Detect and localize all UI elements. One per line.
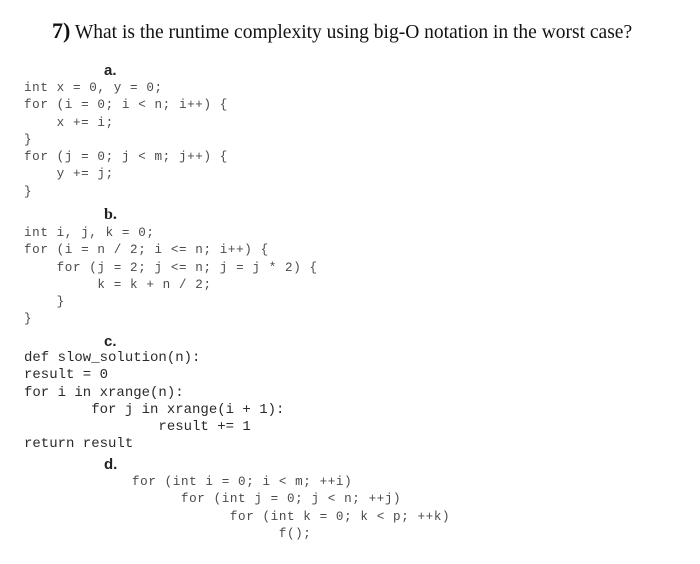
part-d-label: d.	[104, 456, 118, 473]
part-b-label: b.	[104, 206, 117, 223]
code-line: k = k + n / 2;	[24, 277, 212, 292]
code-line: }	[24, 312, 33, 327]
code-line: int i, j, k = 0;	[24, 226, 155, 240]
part-c-code	[24, 350, 284, 454]
code-line: int x = 0, y = 0;	[24, 81, 163, 95]
question-text: What is the runtime complexity using big-O notation in the worst case?	[70, 22, 633, 43]
part-d-code	[132, 474, 450, 543]
question-number: 7)	[52, 18, 71, 43]
code-line: }	[24, 132, 33, 147]
code-line: return result	[24, 436, 134, 453]
code-line: for (j = 0; j < m; j++) {	[24, 150, 228, 165]
code-line: x += i;	[24, 115, 114, 130]
code-line: for (int j = 0; j < n; ++j)	[132, 492, 402, 507]
code-line: result += 1	[24, 419, 251, 436]
part-c-label: c.	[104, 333, 117, 350]
code-line: f();	[132, 526, 312, 541]
code-line: for (int k = 0; k < p; ++k)	[132, 509, 451, 524]
part-a-code	[24, 80, 228, 201]
code-line: for (i = n / 2; i <= n; i++) {	[24, 243, 269, 258]
code-line: def slow_solution(n):	[24, 350, 201, 366]
code-line: for i in xrange(n):	[24, 384, 184, 401]
code-line: for (int i = 0; i < m; ++i)	[132, 475, 353, 489]
code-line: }	[24, 184, 33, 199]
part-b-code	[24, 225, 318, 329]
code-line: y += j;	[24, 167, 114, 182]
code-line: }	[24, 295, 65, 310]
part-a-label: a.	[104, 62, 117, 79]
code-line: for (j = 2; j <= n; j = j * 2) {	[24, 260, 318, 275]
code-line: for (i = 0; i < n; i++) {	[24, 98, 228, 113]
code-line: result = 0	[24, 367, 109, 384]
question-heading	[52, 18, 632, 44]
code-line: for j in xrange(i + 1):	[24, 401, 285, 418]
